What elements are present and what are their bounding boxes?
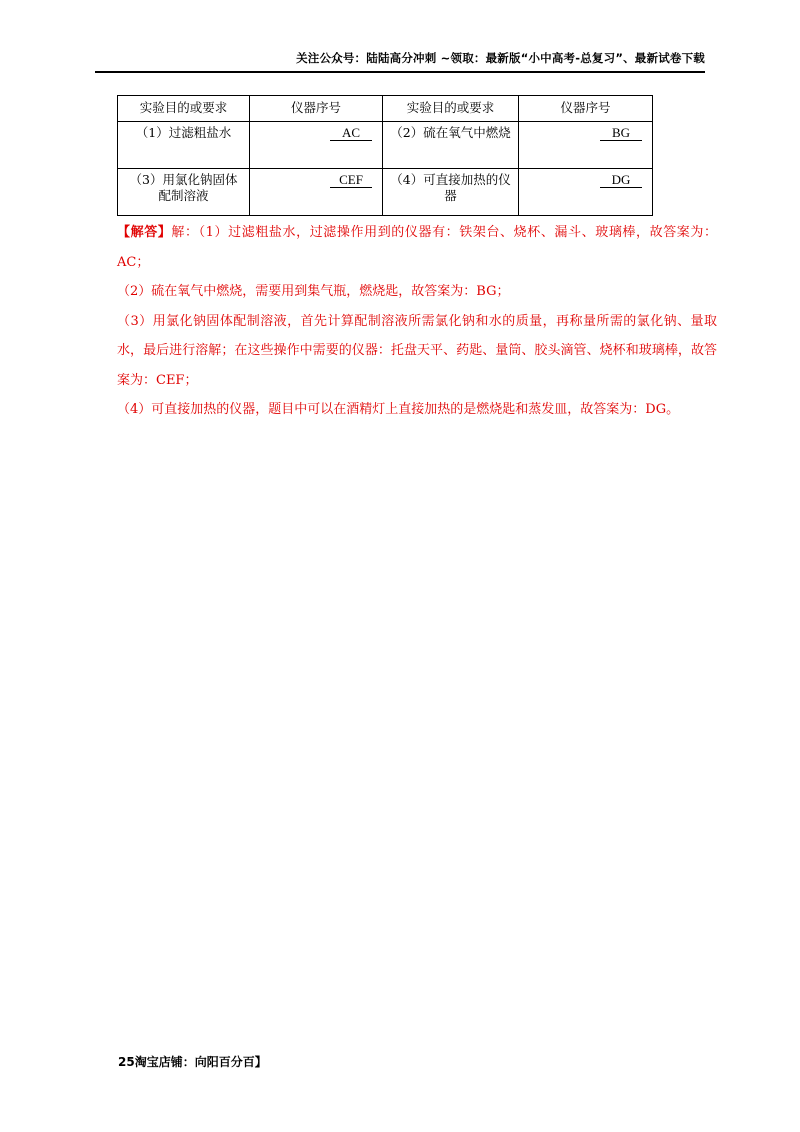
answer-cell — [519, 169, 653, 216]
answer-blank: BG — [600, 125, 642, 141]
answer-cell — [250, 169, 383, 216]
solution-text: 解：（1）过滤粗盐水，过滤操作用到的仪器有：铁架台、烧杯、漏斗、玻璃棒，故答案为：AC； — [117, 225, 717, 270]
solution-paragraph: （4）可直接加热的仪器，题目中可以在酒精灯上直接加热的是燃烧匙和蒸发皿，故答案为：DG。 — [117, 402, 680, 417]
table-row — [118, 122, 653, 169]
requirement-cell: （1）过滤粗盐水 — [118, 122, 250, 169]
solution-paragraph: （3）用氯化钠固体配制溶液，首先计算配制溶液所需氯化钠和水的质量，再称量所需的氯化钠、量取水，最后进行溶解；在这些操作中需要的仪器：托盘天平、药匙、量筒、胶头滴管、烧杯和玻璃棒，故答案为：CEF； — [117, 313, 717, 388]
table-row — [118, 169, 653, 216]
header-rule — [95, 71, 705, 73]
solution-paragraph — [117, 218, 717, 277]
table-header-cell: 实验目的或要求 — [383, 96, 519, 122]
table-header-cell: 仪器序号 — [250, 96, 383, 122]
header-text: 关注公众号：陆陆高分冲刺 ~领取：最新版“小中高考-总复习”、最新试卷下载 — [296, 51, 705, 65]
requirement-cell: （4）可直接加热的仪器 — [383, 169, 519, 216]
requirement-cell: （3）用氯化钠固体配制溶液 — [118, 169, 250, 216]
table-header-row — [118, 96, 653, 122]
answer-cell — [250, 122, 383, 169]
answer-cell — [519, 122, 653, 169]
answer-blank: CEF — [330, 172, 372, 188]
solution-tag: 【解答】 — [117, 225, 172, 240]
requirement-cell: （2）硫在氧气中燃烧 — [383, 122, 519, 169]
solution-paragraph: （2）硫在氧气中燃烧，需要用到集气瓶，燃烧匙，故答案为：BG； — [117, 284, 510, 299]
answer-blank: AC — [330, 125, 372, 141]
answer-blank: DG — [600, 172, 642, 188]
experiment-table — [117, 95, 653, 216]
footer-text: 25淘宝店铺：向阳百分百】 — [118, 1055, 267, 1069]
table-header-cell: 实验目的或要求 — [118, 96, 250, 122]
table-header-cell: 仪器序号 — [519, 96, 653, 122]
solution-block — [117, 218, 717, 425]
